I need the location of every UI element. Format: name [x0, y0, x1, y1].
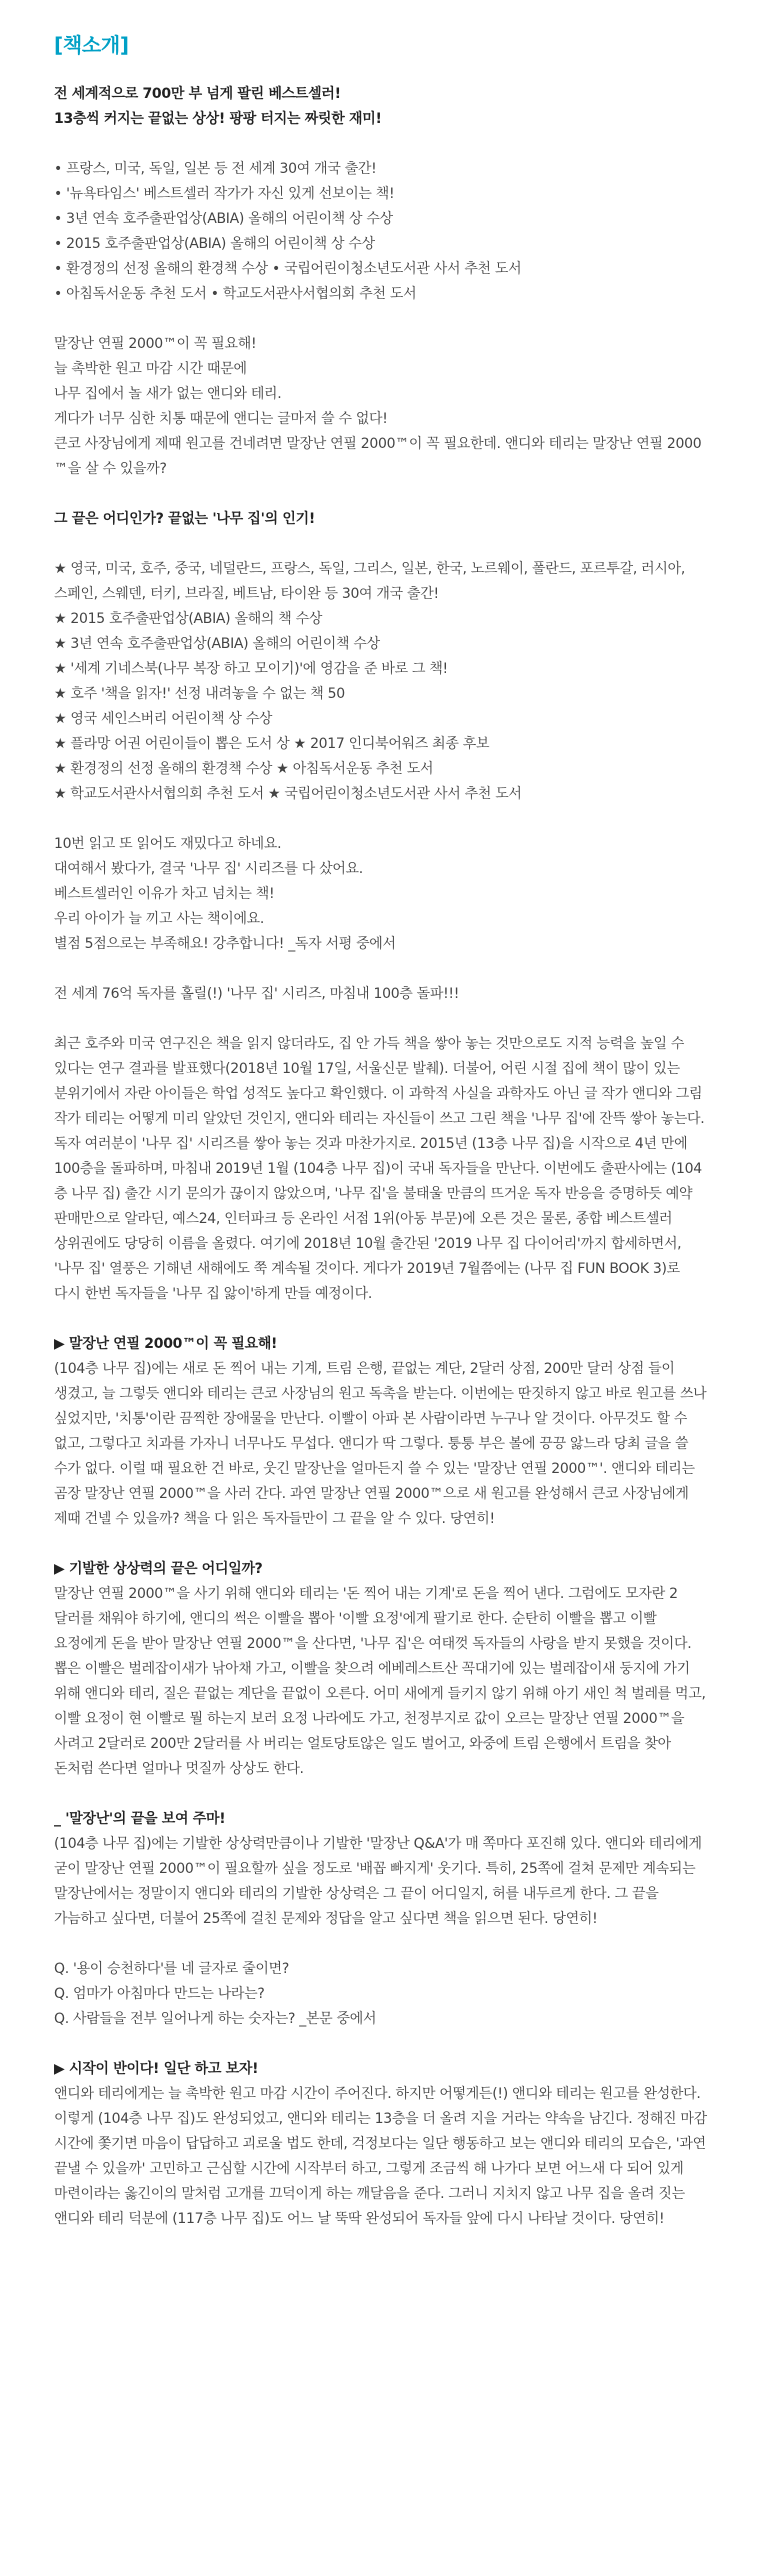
text-line: 다시 한번 독자들을 '나무 집 앓이'하게 만들 예정이다.	[54, 1286, 373, 1302]
text-line: 생겼고, 늘 그렇듯 앤디와 테리는 큰코 사장님의 원고 독촉을 받는다. 이번에는 딴짓하지 않고 바로 원고를 쓰나	[54, 1386, 707, 1402]
text-line: 그 끝은 어디인가? 끝없는 '나무 집'의 인기!	[54, 511, 315, 527]
text-line: 앤디와 테리에게는 늘 촉박한 원고 마감 시간이 주어진다. 하지만 어떻게든(!) 앤디와 테리는 원고를 완성한다.	[54, 2086, 701, 2102]
text-line: 싶었지만, '치통'이란 끔찍한 장애물을 만난다. 이빨이 아파 본 사람이라면 누구나 알 것이다. 아무것도 할 수	[54, 1411, 688, 1427]
text-line: 층 나무 집) 출간 시기 문의가 끊이지 않았으며, '나무 집'을 불태울 만큼의 뜨거운 독자 반응을 증명하듯 예약	[54, 1186, 693, 1202]
text-line: 돈처럼 쓴다면 얼마나 멋질까 상상도 한다.	[54, 1761, 304, 1777]
text-line: • 환경정의 선정 올해의 환경책 수상 • 국립어린이청소년도서관 사서 추천 도서	[54, 261, 522, 277]
text-line: 스페인, 스웨덴, 터키, 브라질, 베트남, 타이완 등 30여 개국 출간!	[54, 586, 439, 602]
text-line: 대여해서 봤다가, 결국 '나무 집' 시리즈를 다 샀어요.	[54, 861, 363, 877]
text-line: 말장난 연필 2000™이 꼭 필요해!	[54, 336, 257, 352]
text-line: 판매만으로 알라딘, 예스24, 인터파크 등 온라인 서점 1위(아동 부문)에 오른 것은 물론, 종합 베스트셀러	[54, 1211, 673, 1227]
text-line: • 프랑스, 미국, 독일, 일본 등 전 세계 30여 개국 출간!	[54, 161, 377, 177]
text-line: 10번 읽고 또 읽어도 재밌다고 하네요.	[54, 836, 282, 852]
text-line: 13층씩 커지는 끝없는 상상! 팡팡 터지는 짜릿한 재미!	[54, 111, 382, 127]
text-line: 말장난에서는 정말이지 앤디와 테리의 기발한 상상력은 그 끝이 어디일지, 허를 내두르게 한다. 그 끝을	[54, 1886, 659, 1902]
text-line: 없고, 그렇다고 치과를 가자니 너무나도 무섭다. 앤디가 딱 그렇다. 퉁퉁 부은 볼에 끙끙 앓느라 당최 글을 쓸	[54, 1436, 689, 1452]
text-line: 제때 건넬 수 있을까? 책을 다 읽은 독자들만이 그 끝을 알 수 있다. 당연히!	[54, 1511, 495, 1527]
text-line: ★ 영국, 미국, 호주, 중국, 네덜란드, 프랑스, 독일, 그리스, 일본, 한국, 노르웨이, 폴란드, 포르투갈, 러시아,	[54, 561, 685, 577]
text-line: 전 세계 76억 독자를 홀릴(!) '나무 집' 시리즈, 마침내 100층 돌파!!!	[54, 986, 460, 1002]
text-line: ★ 2015 호주출판업상(ABIA) 올해의 책 수상	[54, 611, 323, 627]
paragraph	[54, 157, 740, 307]
text-line: 뽑은 이빨은 벌레잡이새가 낚아채 가고, 이빨을 찾으려 에베레스트산 꼭대기에 있는 벌레잡이새 둥지에 가기	[54, 1661, 690, 1677]
text-line: 100층을 돌파하며, 마침내 2019년 1월 (104층 나무 집)이 국내 독자들을 만난다. 이번에도 출판사에는 (104	[54, 1161, 702, 1177]
text-line: ★ 영국 세인스버리 어린이책 상 수상	[54, 711, 273, 727]
text-line: • 2015 호주출판업상(ABIA) 올해의 어린이책 상 수상	[54, 236, 375, 252]
paragraph	[54, 507, 740, 532]
text-line: ★ 학교도서관사서협의회 추천 도서 ★ 국립어린이청소년도서관 사서 추천 도서	[54, 786, 522, 802]
text-line: 말장난 연필 2000™을 사기 위해 앤디와 테리는 '돈 찍어 내는 기계'로 돈을 찍어 낸다. 그럼에도 모자란 2	[54, 1586, 678, 1602]
text-line: 작가 테리는 어떻게 미리 알았던 것인지, 앤디와 테리는 자신들이 쓰고 그린 책을 '나무 집'에 잔뜩 쌓아 놓는다.	[54, 1111, 705, 1127]
text-line: 마련이라는 옳긴이의 말처럼 고개를 끄덕이게 하는 깨달음을 준다. 그러니 지치지 않고 나무 집을 올려 짓는	[54, 2186, 685, 2202]
text-line: 끝낼 수 있을까' 고민하고 근심할 시간에 시작부터 하고, 그렇게 조금씩 해 나가다 보면 어느새 다 되어 있게	[54, 2161, 684, 2177]
paragraph	[54, 2057, 740, 2232]
text-line: 이빨 요정이 현 이빨로 뭘 하는지 보러 요정 나라에도 가고, 천정부지로 값이 오르는 말장난 연필 2000™을	[54, 1711, 685, 1727]
paragraph	[54, 1807, 740, 1932]
text-line: 가늠하고 싶다면, 더불어 25쪽에 걸친 문제와 정답을 알고 싶다면 책을 읽으면 된다. 당연히!	[54, 1911, 598, 1927]
text-line: 늘 촉박한 원고 마감 시간 때문에	[54, 361, 247, 377]
text-line: 위해 앤디와 테리, 질은 끝없는 계단을 끝없이 오른다. 어미 새에게 들키지 않기 위해 아기 새인 척 벌레를 먹고,	[54, 1686, 706, 1702]
text-line: ★ 환경정의 선정 올해의 환경책 수상 ★ 아침독서운동 추천 도서	[54, 761, 434, 777]
text-line: 있다는 연구 결과를 발표했다(2018년 10월 17일, 서울신문 발췌). 더불어, 어린 시절 집에 책이 많이 있는	[54, 1061, 680, 1077]
text-line: 상위권에도 당당히 이름을 올렸다. 여기에 2018년 10월 출간된 '2019 나무 집 다이어리'까지 합세하면서,	[54, 1236, 682, 1252]
paragraph	[54, 982, 740, 1007]
text-line: 요정에게 돈을 받아 말장난 연필 2000™을 산다면, '나무 집'은 여태껏 독자들의 사랑을 받지 못했을 것이다.	[54, 1636, 692, 1652]
text-line: ★ 3년 연속 호주출판업상(ABIA) 올해의 어린이책 수상	[54, 636, 380, 652]
paragraph-heading: ▶ 기발한 상상력의 끝은 어디일까?	[54, 1561, 263, 1577]
paragraph	[54, 832, 740, 957]
text-line: 달러를 채워야 하기에, 앤디의 썩은 이빨을 뽑아 '이빨 요정'에게 팔기로 한다. 순탄히 이빨을 뽑고 이빨	[54, 1611, 657, 1627]
text-line: ★ '세계 기네스북(나무 복장 하고 모이기)'에 영감을 준 바로 그 책!	[54, 661, 448, 677]
paragraph-heading: ▶ 말장난 연필 2000™이 꼭 필요해!	[54, 1336, 278, 1352]
text-line: 시간에 쫓기면 마음이 답답하고 괴로울 법도 한데, 걱정보다는 일단 행동하고 보는 앤디와 테리의 모습은, '과연	[54, 2136, 706, 2152]
paragraph	[54, 557, 740, 807]
text-line: 베스트셀러인 이유가 차고 넘치는 책!	[54, 886, 275, 902]
text-line: • 3년 연속 호주출판업상(ABIA) 올해의 어린이책 상 수상	[54, 211, 393, 227]
text-line: 게다가 너무 심한 치통 때문에 앤디는 글마저 쓸 수 없다!	[54, 411, 388, 427]
paragraph	[54, 1557, 740, 1782]
text-line: 굳이 말장난 연필 2000™이 필요할까 싶을 정도로 '배꼽 빠지게' 웃기다. 특히, 25쪽에 걸쳐 문제만 계속되는	[54, 1861, 696, 1877]
text-line: ™을 살 수 있을까?	[54, 461, 167, 477]
text-line: '나무 집' 열풍은 기해년 새해에도 쭉 계속될 것이다. 게다가 2019년 7월쯤에는 (나무 집 FUN BOOK 3)로	[54, 1261, 680, 1277]
text-line: 우리 아이가 늘 끼고 사는 책이에요.	[54, 911, 265, 927]
text-line: Q. 엄마가 아침마다 만드는 나라는?	[54, 1986, 265, 2002]
paragraph	[54, 332, 740, 482]
text-line: 분위기에서 자란 아이들은 학업 성적도 높다고 확인했다. 이 과학적 사실을 과학자도 아닌 글 작가 앤디와 그림	[54, 1086, 703, 1102]
text-line: Q. '용이 승천하다'를 네 글자로 줄이면?	[54, 1961, 289, 1977]
text-line: 큰코 사장님에게 제때 원고를 건네려면 말장난 연필 2000™이 꼭 필요한데. 앤디와 테리는 말장난 연필 2000	[54, 436, 702, 452]
paragraph	[54, 1032, 740, 1307]
text-line: 독자 여러분이 '나무 집' 시리즈를 쌓아 놓는 것과 마찬가지로. 2015년 (13층 나무 집)을 시작으로 4년 만에	[54, 1136, 688, 1152]
paragraph	[54, 82, 740, 132]
paragraph-heading: ▶ 시작이 반이다! 일단 하고 보자!	[54, 2061, 259, 2077]
text-line: ★ 플라망 어권 어린이들이 뽑은 도서 상 ★ 2017 인디북어워즈 최종 후보	[54, 736, 490, 752]
text-line: 별점 5점으로는 부족해요! 강추합니다! _독자 서평 중에서	[54, 936, 396, 952]
text-line: • 아침독서운동 추천 도서 • 학교도서관사서협의회 추천 도서	[54, 286, 417, 302]
text-line: 수가 없다. 이럴 때 필요한 건 바로, 웃긴 말장난을 얼마든지 쓸 수 있는 '말장난 연필 2000™'. 앤디와 테리는	[54, 1461, 695, 1477]
text-line: 전 세계적으로 700만 부 넘게 팔린 베스트셀러!	[54, 86, 341, 102]
text-line: 곰장 말장난 연필 2000™을 사러 간다. 과연 말장난 연필 2000™으로 새 원고를 완성해서 큰코 사장님에게	[54, 1486, 689, 1502]
text-line: (104층 나무 집)에는 새로 돈 찍어 내는 기계, 트림 은행, 끝없는 계단, 2달러 상점, 200만 달러 상점 들이	[54, 1361, 675, 1377]
paragraph-heading: _ '말장난'의 끝을 보여 주마!	[54, 1811, 226, 1827]
text-line: 앤디와 테리 덕분에 (117층 나무 집)도 어느 날 뚝딱 완성되어 독자들 앞에 다시 나타날 것이다. 당연히!	[54, 2211, 665, 2227]
text-line: 나무 집에서 놀 새가 없는 앤디와 테리.	[54, 386, 282, 402]
text-line: 사려고 2달러로 200만 2달러를 사 버리는 얼토당토않은 일도 벌어고, 와중에 트림 은행에서 트림을 찾아	[54, 1736, 671, 1752]
description-body	[54, 82, 740, 2232]
section-title: [책소개]	[54, 33, 129, 57]
text-line: • '뉴욕타임스' 베스트셀러 작가가 자신 있게 선보이는 책!	[54, 186, 395, 202]
text-line: Q. 사람들을 전부 일어나게 하는 숫자는? _본문 중에서	[54, 2011, 377, 2027]
paragraph	[54, 1332, 740, 1532]
text-line: ★ 호주 '책을 읽자!' 선정 내려놓을 수 없는 책 50	[54, 686, 345, 702]
text-line: 이렇게 (104층 나무 집)도 완성되었고, 앤디와 테리는 13층을 더 올려 지을 거라는 약속을 남긴다. 정해진 마감	[54, 2111, 707, 2127]
text-line: 최근 호주와 미국 연구진은 책을 읽지 않더라도, 집 안 가득 책을 쌓아 놓는 것만으로도 지적 능력을 높일 수	[54, 1036, 685, 1052]
text-line: (104층 나무 집)에는 기발한 상상력만큼이나 기발한 '말장난 Q&A'가 매 쪽마다 포진해 있다. 앤디와 테리에게	[54, 1836, 702, 1852]
paragraph	[54, 1957, 740, 2032]
